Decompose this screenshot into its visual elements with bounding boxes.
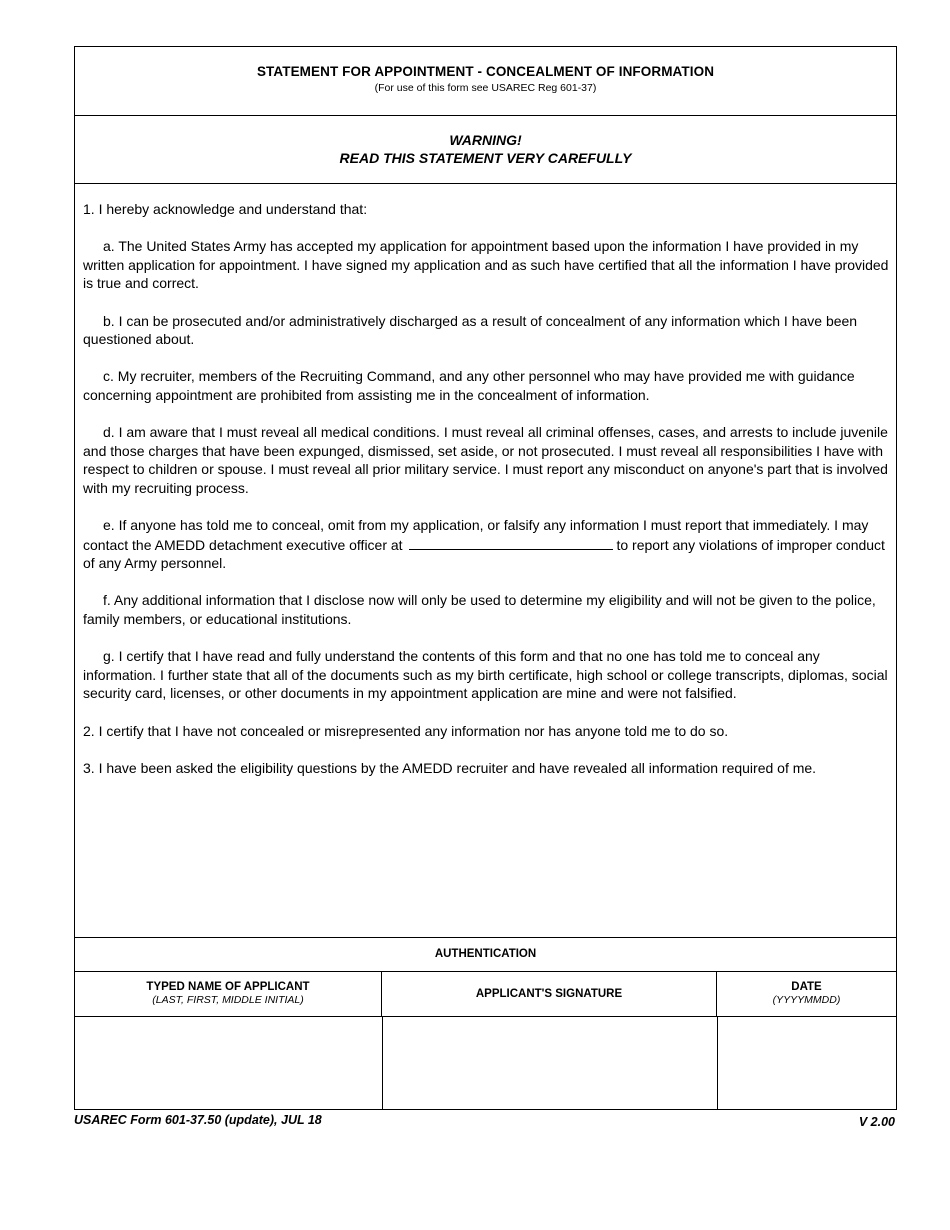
statement-b: b. I can be prosecuted and/or administratively discharged as a result of concealment of any information which I have been questioned about. [83,312,858,348]
form-title: STATEMENT FOR APPOINTMENT - CONCEALMENT OF INFORMATION [256,64,715,79]
authentication-fill-row [75,1017,896,1110]
warning-heading: WARNING! [449,132,522,148]
statement-form [74,46,897,1110]
date-field[interactable] [718,1017,896,1110]
applicant-name-field[interactable] [75,1017,383,1110]
statement-c: c. My recruiter, members of the Recruiting Command, and any other personnel who may have provided me with guidance concerning appointment are prohibited from assisting me in the concealment of information. [83,368,855,403]
warning-text: READ THIS STATEMENT VERY CAREFULLY [339,150,632,166]
authentication-heading: AUTHENTICATION [75,938,896,972]
form-version: V 2.00 [858,1115,895,1129]
statement-item-1: 1. I hereby acknowledge and understand that: [83,201,368,217]
statement-item-2: 2. I certify that I have not concealed or misrepresented any information nor has anyone told me to do so. [83,722,729,739]
statement-d: d. I am aware that I must reveal all medical conditions. I must reveal all criminal offenses, cases, and arrests to include juvenile and those charges that have been expunged, dismissed, set aside, or not prosecuted. I must reveal all responsibilities I have with respect to children or spouse. I must reveal all prior military service. I must report any misconduct on anyone's part that is involved with my recruiting process. [83,424,888,496]
statement-a: a. The United States Army has accepted my application for appointment based upon the information I have provided in my written application for appointment. I have signed my application and as such have certified that all the information I have provided is true and correct. [83,238,889,292]
name-label: TYPED NAME OF APPLICANT [146,981,310,993]
name-column-header [75,972,382,1016]
authentication-header-row [75,972,896,1017]
name-sublabel: (LAST, FIRST, MIDDLE INITIAL) [152,994,304,1006]
statement-item-3: 3. I have been asked the eligibility questions by the AMEDD recruiter and have revealed all information required of me. [83,759,817,776]
applicant-signature-field[interactable] [383,1017,718,1110]
date-column-header [717,972,896,1016]
executive-officer-contact-field[interactable] [409,535,613,550]
signature-column-header: APPLICANT'S SIGNATURE [382,972,717,1016]
warning-section [75,116,896,184]
statement-body [75,184,896,938]
form-header [75,47,896,116]
date-sublabel: (YYYYMMDD) [772,994,841,1006]
form-subtitle: (For use of this form see USAREC Reg 601-37) [374,82,597,94]
statement-g: g. I certify that I have read and fully understand the contents of this form and that no one has told me to conceal any information. I further state that all of the documents such as my birth certificate, high school or college transcripts, diplomas, social security card, licenses, or other documents in my appointment application are mine and were not falsified. [83,648,888,702]
date-label: DATE [791,981,822,993]
form-identifier: USAREC Form 601-37.50 (update), JUL 18 [74,1113,322,1127]
statement-e: e. If anyone has told me to conceal, omit from my application, or falsify any information I must report that immediately. I may contact the AMEDD detachment executive officer at to report any violations of improper conduct of any Army personnel. [83,517,885,572]
statement-f: f. Any additional information that I disclose now will only be used to determine my eligibility and will not be given to the police, family members, or educational institutions. [83,592,876,628]
